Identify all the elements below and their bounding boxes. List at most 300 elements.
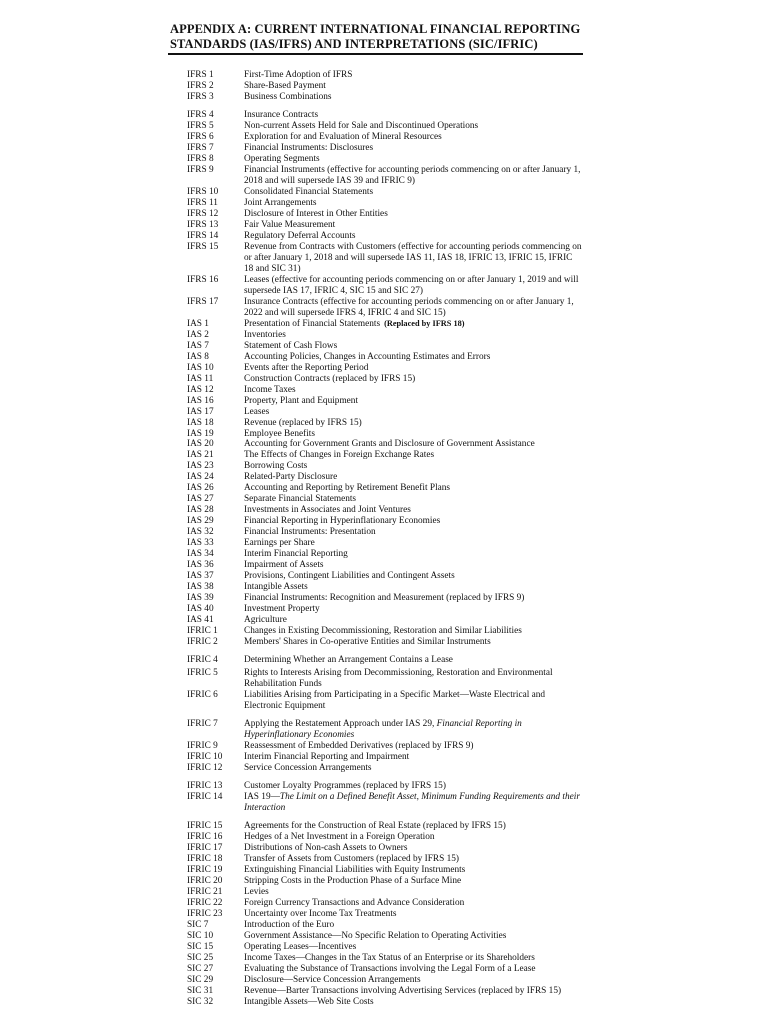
standard-title <box>244 330 582 341</box>
standard-code: IAS 41 <box>187 615 214 626</box>
standard-code: IFRS 10 <box>187 186 219 197</box>
standard-title-text: Events after the Reporting Period <box>244 362 369 373</box>
standard-title <box>244 854 582 865</box>
standard-title-text: Accounting for Government Grants and Disclosure of Government Assistance <box>244 439 535 450</box>
standard-title <box>244 385 582 396</box>
standard-code: IFRS 8 <box>187 153 214 164</box>
standard-title <box>244 363 582 374</box>
standard-title <box>244 781 582 792</box>
standard-code: IFRS 7 <box>187 142 214 153</box>
standard-title-text: Interim Financial Reporting and Impairment <box>244 752 410 763</box>
standard-code: IFRIC 22 <box>187 897 223 908</box>
standard-title-text: Fair Value Measurement <box>244 219 336 230</box>
replacement-note: (Replaced by IFRS 18) <box>384 318 465 328</box>
standard-code: IFRIC 1 <box>187 626 218 637</box>
standard-title-text: Provisions, Contingent Liabilities and Contingent Assets <box>244 571 455 582</box>
standard-title <box>244 582 582 593</box>
standard-row <box>187 242 582 275</box>
standard-row <box>187 953 582 964</box>
standard-code: IAS 40 <box>187 604 214 615</box>
standard-title <box>244 792 582 814</box>
standard-title <box>244 472 582 483</box>
standard-title <box>244 752 582 763</box>
standard-title-italic: Financial Reporting in Hyperinflationary Economies <box>244 719 522 741</box>
standard-title-text: Foreign Currency Transactions and Advance Consideration <box>244 897 465 908</box>
standard-title-text: Government Assistance—No Specific Relation to Operating Activities <box>244 930 507 941</box>
standard-title <box>244 494 582 505</box>
standard-title <box>244 418 582 429</box>
standard-row <box>187 615 582 626</box>
standard-title <box>244 898 582 909</box>
standard-row <box>187 571 582 582</box>
standard-row <box>187 220 582 231</box>
standard-title <box>244 220 582 231</box>
standard-title-text: Reassessment of Embedded Derivatives (replaced by IFRS 9) <box>244 741 474 752</box>
standard-title-text: Uncertainty over Income Tax Treatments <box>244 908 397 919</box>
standard-code: IFRIC 2 <box>187 637 218 648</box>
standard-title-text: Operating Leases—Incentives <box>244 941 357 952</box>
standard-title <box>244 626 582 637</box>
standard-row <box>187 931 582 942</box>
standard-code: IAS 16 <box>187 395 214 406</box>
standard-title-text: Related-Party Disclosure <box>244 472 338 483</box>
standard-title-text: Income Taxes <box>244 384 296 395</box>
standard-title <box>244 461 582 472</box>
standard-code: IAS 11 <box>187 373 214 384</box>
standard-code: IFRIC 18 <box>187 853 223 864</box>
standard-row <box>187 668 582 690</box>
standard-row <box>187 560 582 571</box>
standard-title <box>244 975 582 986</box>
standard-code: IFRIC 17 <box>187 842 223 853</box>
standard-code: IFRS 3 <box>187 91 214 102</box>
standard-title <box>244 209 582 220</box>
standard-code: IAS 24 <box>187 472 214 483</box>
standard-row <box>187 472 582 483</box>
standard-row <box>187 198 582 209</box>
standard-title-text: Liabilities Arising from Participating in a Specific Market—Waste Electrical and Electronic Equipment <box>244 690 546 712</box>
standard-title <box>244 121 582 132</box>
standard-title-text: Intangible Assets <box>244 582 308 593</box>
standard-title <box>244 832 582 843</box>
standard-row <box>187 781 582 792</box>
standard-code: IFRIC 7 <box>187 719 218 730</box>
standard-row <box>187 854 582 865</box>
standard-title-text: Statement of Cash Flows <box>244 340 338 351</box>
standard-code: IFRIC 9 <box>187 741 218 752</box>
standard-row <box>187 275 582 297</box>
standard-title-text: Presentation of Financial Statements <box>244 318 381 329</box>
standard-row <box>187 843 582 854</box>
standard-row <box>187 821 582 832</box>
standard-row <box>187 719 582 741</box>
standard-title <box>244 429 582 440</box>
standard-title-text: Applying the Restatement Approach under IAS 29, <box>244 719 437 730</box>
standard-code: SIC 32 <box>187 996 214 1007</box>
standard-title-text: Business Combinations <box>244 91 332 102</box>
standard-code: SIC 15 <box>187 941 214 952</box>
standard-title-text: Leases (effective for accounting periods commencing on or after January 1, 2019 and will supersede IAS 17, IFRIC 4, SIC 15 and SIC 27) <box>244 274 579 296</box>
standard-title <box>244 374 582 385</box>
standard-title-text: Disclosure—Service Concession Arrangements <box>244 974 421 985</box>
standard-row <box>187 752 582 763</box>
standard-row <box>187 690 582 712</box>
standard-code: IAS 39 <box>187 593 214 604</box>
standard-row <box>187 483 582 494</box>
standard-code: IFRS 5 <box>187 120 214 131</box>
standard-row <box>187 920 582 931</box>
standard-code: IFRIC 5 <box>187 668 218 679</box>
standard-code: IAS 23 <box>187 461 214 472</box>
standard-code: SIC 10 <box>187 930 214 941</box>
standard-code: IFRIC 14 <box>187 792 223 803</box>
standard-title <box>244 154 582 165</box>
standard-title-text: Revenue from Contracts with Customers (effective for accounting periods commencing on or after January 1, 2018 and will supersede IAS 11, IAS 18, IFRIC 13, IFRIC 15, IFRIC 18 and SIC 31) <box>244 241 582 274</box>
standard-title <box>244 297 582 319</box>
standard-title-text: Distributions of Non-cash Assets to Owners <box>244 842 408 853</box>
standard-title-text: Consolidated Financial Statements <box>244 186 374 197</box>
standard-title-text: Construction Contracts (replaced by IFRS 15) <box>244 373 416 384</box>
standard-row <box>187 538 582 549</box>
standard-code: IAS 20 <box>187 439 214 450</box>
standard-title-text: Non-current Assets Held for Sale and Discontinued Operations <box>244 120 479 131</box>
standard-code: IFRIC 4 <box>187 655 218 666</box>
standard-title <box>244 527 582 538</box>
standard-row <box>187 187 582 198</box>
standard-code: IFRS 13 <box>187 219 219 230</box>
standard-title-text: First-Time Adoption of IFRS <box>244 70 353 80</box>
standard-row <box>187 352 582 363</box>
standard-row <box>187 330 582 341</box>
standards-list <box>187 70 582 1008</box>
standard-title-text: Accounting Policies, Changes in Accounting Estimates and Errors <box>244 351 491 362</box>
standard-code: IAS 8 <box>187 351 209 362</box>
standard-code: IFRIC 15 <box>187 820 223 831</box>
standard-row <box>187 655 582 666</box>
standard-row <box>187 964 582 975</box>
appendix-title <box>170 22 590 52</box>
standard-row <box>187 363 582 374</box>
standard-title-text: The Effects of Changes in Foreign Exchange Rates <box>244 450 435 461</box>
standard-row <box>187 763 582 774</box>
standard-title-text: Financial Instruments: Disclosures <box>244 142 374 153</box>
standard-title-text: Employee Benefits <box>244 428 315 439</box>
standard-row <box>187 494 582 505</box>
standard-title-text: Exploration for and Evaluation of Mineral Resources <box>244 131 442 142</box>
standard-row <box>187 626 582 637</box>
standard-code: IFRIC 23 <box>187 908 223 919</box>
standard-code: IAS 37 <box>187 571 214 582</box>
standard-code: SIC 27 <box>187 963 214 974</box>
standard-title-text: Insurance Contracts (effective for accounting periods commencing on or after January 1, 2022 and will supersede IFRS 4, IFRIC 4 and SIC 15) <box>244 296 574 318</box>
standard-row <box>187 396 582 407</box>
standard-code: SIC 31 <box>187 985 214 996</box>
standard-title-text: Investments in Associates and Joint Ventures <box>244 505 411 516</box>
standard-title <box>244 876 582 887</box>
standard-title <box>244 407 582 418</box>
standard-title <box>244 741 582 752</box>
standard-code: IAS 19 <box>187 428 214 439</box>
standard-code: SIC 7 <box>187 919 209 930</box>
standard-code: IAS 27 <box>187 494 214 505</box>
standard-title <box>244 763 582 774</box>
standard-title <box>244 187 582 198</box>
standard-title-text: Transfer of Assets from Customers (replaced by IFRS 15) <box>244 853 460 864</box>
standard-title-text: Financial Instruments (effective for accounting periods commencing on or after January 1, 2018 and will supersede IAS 39 and IFRIC 9) <box>244 164 581 186</box>
standard-code: IFRS 14 <box>187 230 219 241</box>
standard-title <box>244 615 582 626</box>
standard-row <box>187 319 582 330</box>
standard-title-text: Hedges of a Net Investment in a Foreign Operation <box>244 831 435 842</box>
standard-title-text: Stripping Costs in the Production Phase of a Surface Mine <box>244 875 462 886</box>
standard-row <box>187 461 582 472</box>
standard-code: IFRS 15 <box>187 241 219 252</box>
standard-title-text: Rights to Interests Arising from Decommissioning, Restoration and Environmental Rehabilitation Funds <box>244 668 553 690</box>
standard-title-text: Earnings per Share <box>244 538 315 549</box>
standard-title <box>244 909 582 920</box>
standard-code: IAS 28 <box>187 505 214 516</box>
standard-row <box>187 209 582 220</box>
standard-title <box>244 690 582 712</box>
standard-title <box>244 821 582 832</box>
standard-title <box>244 668 582 690</box>
standard-row <box>187 231 582 242</box>
standard-code: IFRS 6 <box>187 131 214 142</box>
standard-title-text: Joint Arrangements <box>244 197 317 208</box>
standard-row <box>187 418 582 429</box>
standard-row <box>187 942 582 953</box>
standard-title <box>244 198 582 209</box>
standard-title-text: Income Taxes—Changes in the Tax Status of an Enterprise or its Shareholders <box>244 952 535 963</box>
standard-title <box>244 132 582 143</box>
standard-title <box>244 920 582 931</box>
standard-code: IFRIC 19 <box>187 864 223 875</box>
standard-title-text: Impairment of Assets <box>244 560 324 571</box>
standard-title <box>244 931 582 942</box>
standard-title-text: Financial Reporting in Hyperinflationary Economies <box>244 516 441 527</box>
standard-code: IFRS 2 <box>187 80 214 91</box>
standard-code: IAS 26 <box>187 483 214 494</box>
standard-row <box>187 450 582 461</box>
standard-code: IAS 2 <box>187 329 209 340</box>
standard-code: IAS 18 <box>187 417 214 428</box>
standard-title-text: Determining Whether an Arrangement Contains a Lease <box>244 655 453 666</box>
standard-title-text: Leases <box>244 406 270 417</box>
standard-row <box>187 975 582 986</box>
standard-row <box>187 439 582 450</box>
standard-title-text: Separate Financial Statements <box>244 494 357 505</box>
standard-row <box>187 604 582 615</box>
standard-title-text: Agriculture <box>244 615 287 626</box>
standard-row <box>187 407 582 418</box>
standard-title <box>244 719 582 741</box>
standard-code: IFRIC 12 <box>187 763 223 774</box>
standard-title-text: Inventories <box>244 329 286 340</box>
standard-row <box>187 516 582 527</box>
standard-title <box>244 165 582 187</box>
standard-code: IAS 29 <box>187 516 214 527</box>
standard-title <box>244 483 582 494</box>
standard-title-text: Share-Based Payment <box>244 80 326 91</box>
standard-title-italic: The Limit on a Defined Benefit Asset, Minimum Funding Requirements and their Interaction <box>244 792 580 813</box>
standard-title <box>244 964 582 975</box>
standard-code: IAS 33 <box>187 538 214 549</box>
standard-title <box>244 942 582 953</box>
standard-code: IAS 21 <box>187 450 214 461</box>
standard-code: IAS 17 <box>187 406 214 417</box>
standard-code: SIC 25 <box>187 952 214 963</box>
standard-row <box>187 132 582 143</box>
standard-row <box>187 997 582 1008</box>
standard-title <box>244 604 582 615</box>
standard-row <box>187 429 582 440</box>
standard-title-text: Disclosure of Interest in Other Entities <box>244 208 388 219</box>
standard-code: IFRIC 16 <box>187 831 223 842</box>
standard-code: IFRIC 21 <box>187 886 223 897</box>
standard-title <box>244 439 582 450</box>
standard-title <box>244 396 582 407</box>
standard-row <box>187 385 582 396</box>
standard-title-text: Extinguishing Financial Liabilities with Equity Instruments <box>244 864 466 875</box>
standard-row <box>187 81 582 92</box>
standard-title <box>244 637 582 648</box>
standard-title <box>244 593 582 604</box>
standard-title <box>244 275 582 297</box>
standard-row <box>187 549 582 560</box>
standard-title-text: Introduction of the Euro <box>244 919 335 930</box>
standard-title <box>244 352 582 363</box>
standard-row <box>187 637 582 648</box>
standard-code: IFRS 9 <box>187 164 214 175</box>
standard-code: IFRS 16 <box>187 274 219 285</box>
standard-title <box>244 986 582 997</box>
standard-row <box>187 374 582 385</box>
standard-title <box>244 516 582 527</box>
standard-row <box>187 792 582 814</box>
standard-row <box>187 341 582 352</box>
standard-title <box>244 549 582 560</box>
standard-title-text: Service Concession Arrangements <box>244 763 372 774</box>
standard-title-text: IAS 19— <box>244 792 280 803</box>
standard-title-text: Property, Plant and Equipment <box>244 395 359 406</box>
standard-code: IFRS 17 <box>187 296 219 307</box>
standard-title <box>244 81 582 92</box>
standard-title <box>244 865 582 876</box>
standard-row <box>187 865 582 876</box>
standard-title-text: Operating Segments <box>244 153 320 164</box>
standard-title <box>244 505 582 516</box>
standard-title <box>244 242 582 275</box>
standard-code: IFRS 11 <box>187 197 218 208</box>
standard-title <box>244 843 582 854</box>
standard-code: IFRIC 6 <box>187 690 218 701</box>
standard-code: IAS 36 <box>187 560 214 571</box>
standard-title <box>244 143 582 154</box>
standard-code: IAS 1 <box>187 318 209 329</box>
standard-title-text: Borrowing Costs <box>244 461 308 472</box>
standard-row <box>187 527 582 538</box>
standard-row <box>187 92 582 103</box>
standard-row <box>187 297 582 319</box>
standard-row <box>187 832 582 843</box>
standard-title <box>244 571 582 582</box>
standard-title <box>244 450 582 461</box>
standard-code: SIC 29 <box>187 974 214 985</box>
standard-title-text: Interim Financial Reporting <box>244 549 348 560</box>
standard-code: IAS 34 <box>187 549 214 560</box>
standard-row <box>187 143 582 154</box>
standard-title <box>244 70 582 81</box>
standard-row <box>187 582 582 593</box>
standard-code: IAS 10 <box>187 362 214 373</box>
standard-title-text: Members' Shares in Co-operative Entities and Similar Instruments <box>244 637 491 648</box>
standard-title-text: Agreements for the Construction of Real Estate (replaced by IFRS 15) <box>244 820 506 831</box>
standard-title-text: Changes in Existing Decommissioning, Restoration and Similar Liabilities <box>244 626 522 637</box>
standard-row <box>187 593 582 604</box>
standard-code: IAS 7 <box>187 340 209 351</box>
standard-title-text: Regulatory Deferral Accounts <box>244 230 356 241</box>
standard-title-text: Intangible Assets—Web Site Costs <box>244 996 374 1007</box>
standard-code: IFRS 4 <box>187 109 214 120</box>
standard-title-text: Investment Property <box>244 604 320 615</box>
standard-row <box>187 986 582 997</box>
standard-title-text: Revenue—Barter Transactions involving Advertising Services (replaced by IFRS 15) <box>244 985 562 996</box>
standard-title <box>244 887 582 898</box>
standard-title <box>244 560 582 571</box>
title-line-2: STANDARDS (IAS/IFRS) AND INTERPRETATIONS (SIC/IFRIC) <box>170 37 538 51</box>
standard-row <box>187 70 582 81</box>
standard-title-text: Customer Loyalty Programmes (replaced by IFRS 15) <box>244 781 446 792</box>
standard-row <box>187 505 582 516</box>
standard-title-text: Financial Instruments: Recognition and Measurement (replaced by IFRS 9) <box>244 593 525 604</box>
standard-code: IFRIC 10 <box>187 752 223 763</box>
standard-title-text: Revenue (replaced by IFRS 15) <box>244 417 362 428</box>
standard-title <box>244 953 582 964</box>
standard-code: IAS 32 <box>187 527 214 538</box>
title-underline-divider <box>168 53 583 55</box>
standard-row <box>187 898 582 909</box>
standard-title-text: Evaluating the Substance of Transactions involving the Legal Form of a Lease <box>244 963 536 974</box>
standard-title <box>244 997 582 1008</box>
standard-row <box>187 121 582 132</box>
standard-row <box>187 909 582 920</box>
standard-row <box>187 154 582 165</box>
standard-code: IAS 12 <box>187 384 214 395</box>
standard-row <box>187 887 582 898</box>
standard-row <box>187 876 582 887</box>
standard-row <box>187 165 582 187</box>
standard-title <box>244 655 582 666</box>
standard-title-text: Accounting and Reporting by Retirement Benefit Plans <box>244 483 451 494</box>
standard-row <box>187 741 582 752</box>
standard-title <box>244 538 582 549</box>
standard-title <box>244 92 582 103</box>
standard-title <box>244 110 582 121</box>
standard-code: IFRIC 13 <box>187 781 223 792</box>
title-line-1: APPENDIX A: CURRENT INTERNATIONAL FINANCIAL REPORTING <box>170 22 581 36</box>
standard-title <box>244 231 582 242</box>
standard-code: IAS 38 <box>187 582 214 593</box>
standard-title-text: Financial Instruments: Presentation <box>244 527 376 538</box>
standard-title <box>244 319 582 330</box>
standard-title-text: Insurance Contracts <box>244 109 319 120</box>
standard-code: IFRS 1 <box>187 70 214 80</box>
standard-title-text: Levies <box>244 886 269 897</box>
standard-code: IFRS 12 <box>187 208 219 219</box>
standard-row <box>187 110 582 121</box>
standard-title <box>244 341 582 352</box>
standard-code: IFRIC 20 <box>187 875 223 886</box>
